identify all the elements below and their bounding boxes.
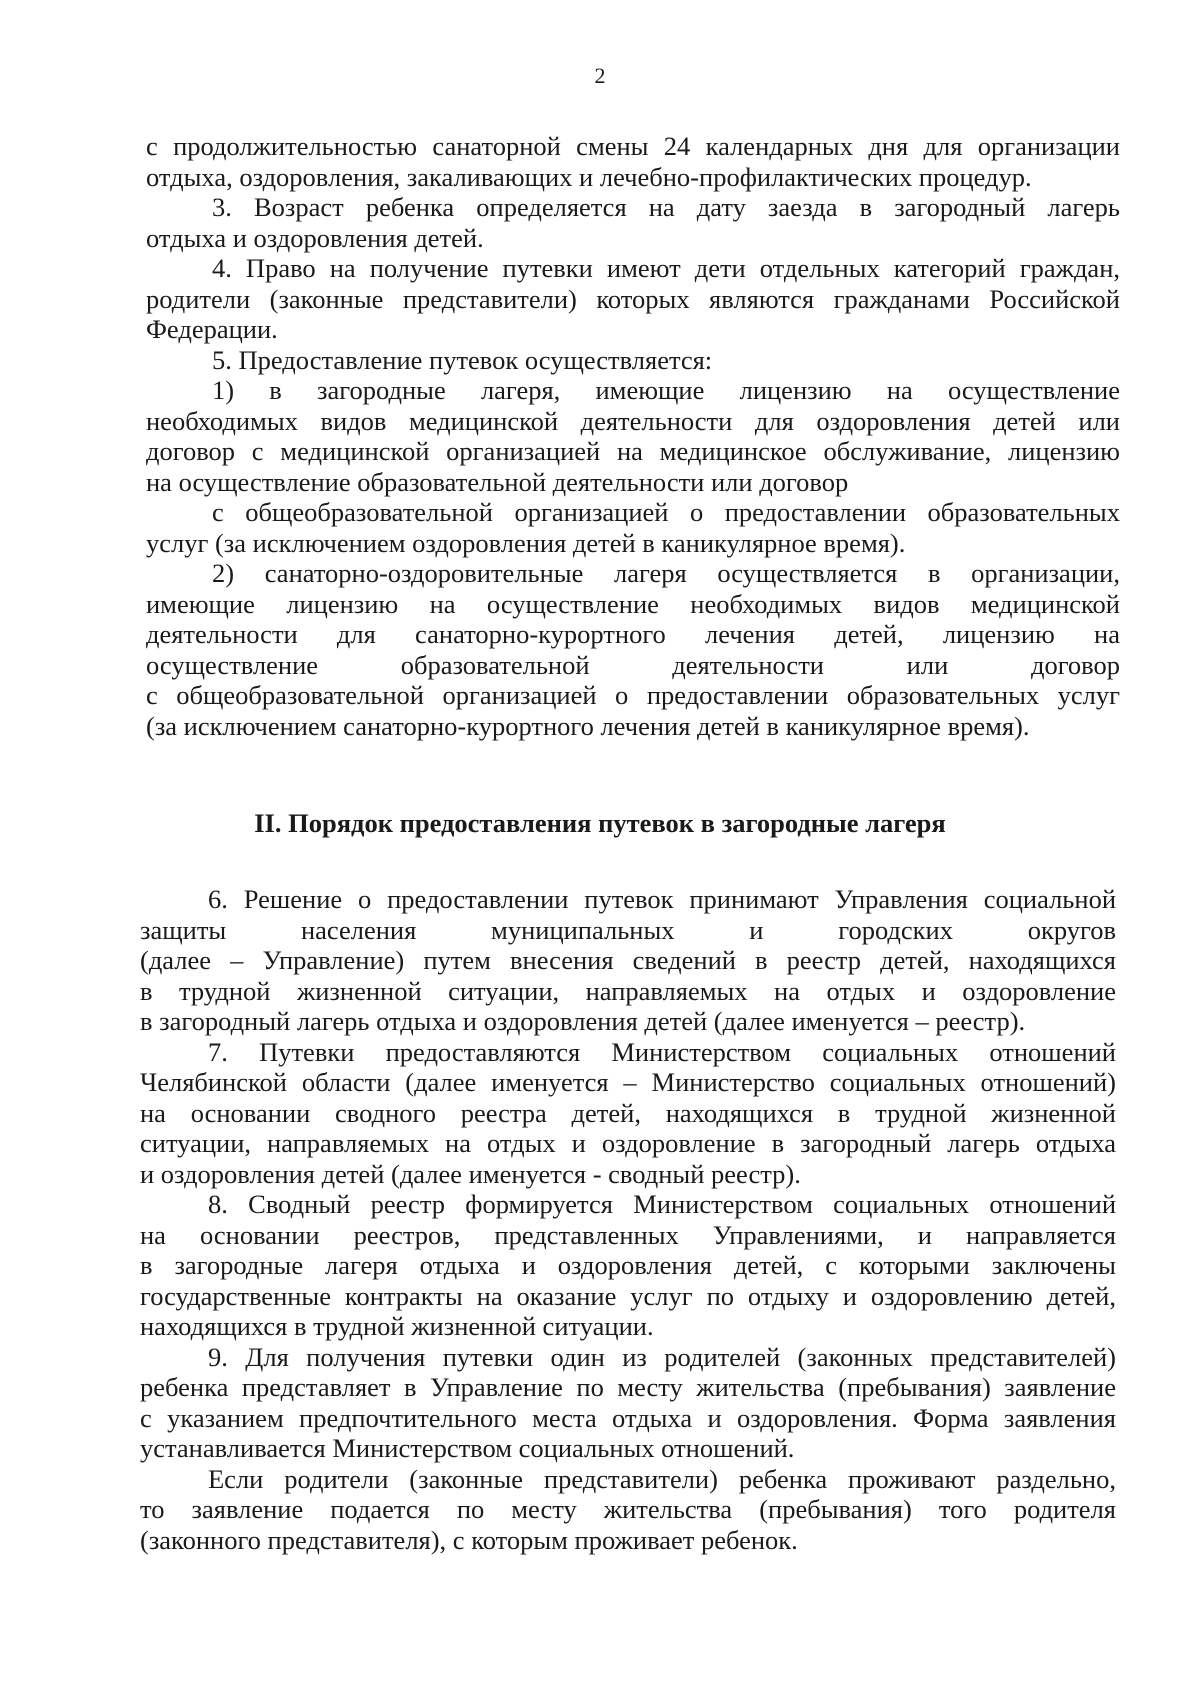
paragraphs-block-2 [140,884,1116,1555]
text-line: с продолжительностью санаторной смены 24 календарных дня для организации [146,131,1120,161]
text-line: 9. Для получения путевки один из родителей (законных представителей) [208,1341,1116,1372]
text-line: защиты населения муниципальных и городских округов [140,914,1116,945]
text-line: (законного представителя), с которым проживает ребенок. [140,1524,798,1555]
section-heading: II. Порядок предоставления путевок в загородные лагеря [254,808,946,838]
text-line: имеющие лицензию на осуществление необходимых видов медицинской [146,588,1120,619]
text-line: 5. Предоставление путевок осуществляется: [212,344,713,375]
text-line: ребенка представляет в Управление по месту жительства (пребывания) заявление [140,1372,1116,1402]
text-line: в загородный лагерь отдыха и оздоровления детей (далее именуется – реестр). [140,1006,1026,1036]
text-line: в трудной жизненной ситуации, направляемых на отдых и оздоровление [140,975,1116,1006]
text-line: 7. Путевки предоставляются Министерством социальных отношений [208,1036,1116,1067]
text-line: на осуществление образовательной деятельности или договор [146,466,849,497]
text-line: (за исключением санаторно-курортного лечения детей в каникулярное время). [146,710,1030,741]
text-line: Если родители (законные представители) ребенка проживают раздельно, [208,1463,1116,1494]
text-line: договор с медицинской организацией на медицинское обслуживание, лицензию [146,436,1120,466]
text-line: осуществление образовательной деятельности или договор [146,649,1120,680]
text-line: то заявление подается по месту жительства (пребывания) того родителя [140,1494,1116,1524]
text-line: 4. Право на получение путевки имеют дети отдельных категорий граждан, [212,253,1120,283]
text-line: деятельности для санаторно-курортного лечения детей, лицензию на [146,619,1120,649]
text-line: 2) санаторно-оздоровительные лагеря осуществляется в организации, [212,558,1120,588]
text-line: родители (законные представители) которых являются гражданами Российской [146,283,1120,314]
text-line: 1) в загородные лагеря, имеющие лицензию на осуществление [212,375,1120,405]
text-line: Челябинской области (далее именуется – Министерство социальных отношений) [140,1067,1116,1097]
text-line: отдыха и оздоровления детей. [146,222,484,253]
text-line: необходимых видов медицинской деятельности для оздоровления детей или [146,405,1120,436]
text-line: государственные контракты на оказание услуг по отдыху и оздоровлению детей, [140,1280,1116,1311]
text-line: и оздоровления детей (далее именуется - сводный реестр). [140,1158,801,1189]
text-line: 6. Решение о предоставлении путевок принимают Управления социальной [208,884,1116,914]
text-line: с общеобразовательной организацией о предоставлении образовательных [212,497,1120,527]
text-line: на основании реестров, представленных Управлениями, и направляется [140,1219,1116,1250]
text-line: 8. Сводный реестр формируется Министерством социальных отношений [208,1189,1116,1219]
text-line: с указанием предпочтительного места отдыха и оздоровления. Форма заявления [140,1402,1116,1433]
text-line: 3. Возраст ребенка определяется на дату заезда в загородный лагерь [212,192,1120,222]
text-line: отдыха, оздоровления, закаливающих и лечебно-профилактических процедур. [146,161,1032,192]
text-line: на основании сводного реестра детей, находящихся в трудной жизненной [140,1097,1116,1128]
page-number: 2 [594,63,606,88]
text-line: с общеобразовательной организацией о предоставлении образовательных услуг [146,680,1120,710]
text-line: (далее – Управление) путем внесения сведений в реестр детей, находящихся [140,945,1116,975]
text-line: в загородные лагеря отдыха и оздоровления детей, с которыми заключены [140,1250,1116,1280]
text-line: Федерации. [146,314,278,344]
text-line: находящихся в трудной жизненной ситуации. [140,1311,654,1341]
paragraphs-block-1 [146,131,1120,741]
text-line: устанавливается Министерством социальных отношений. [140,1433,795,1463]
text-line: услуг (за исключением оздоровления детей в каникулярное время). [146,527,906,558]
text-line: ситуации, направляемых на отдых и оздоровление в загородный лагерь отдыха [140,1128,1116,1158]
